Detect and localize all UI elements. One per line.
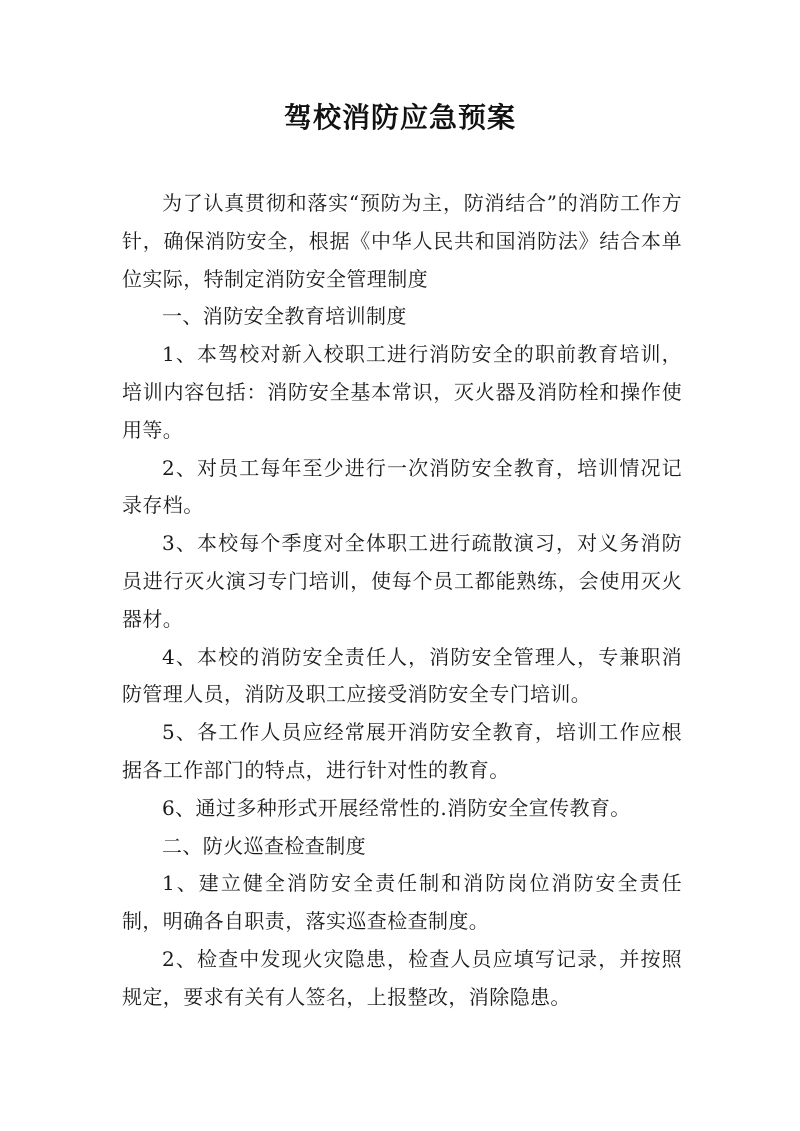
inspection-item-2: 2、检查中发现火灾隐患，检查人员应填写记录，并按照规定，要求有关有人签名，上报整改，消除隐患。 (122, 946, 682, 1009)
training-item-4: 4、本校的消防安全责任人，消防安全管理人，专兼职消防管理人员，消防及职工应接受消防安全专门培训。 (122, 644, 682, 707)
training-item-5: 5、各工作人员应经常展开消防安全教育，培训工作应根据各工作部门的特点，进行针对性的教育。 (122, 720, 682, 782)
training-item-3: 3、本校每个季度对全体职工进行疏散演习，对义务消防员进行灭火演习专门培训，使每个员工都能熟练，会使用灭火器材。 (122, 531, 682, 631)
intro-paragraph: 为了认真贯彻和落实“预防为主，防消结合”的消防工作方针，确保消防安全，根据《中华人民共和国消防法》结合本单位实际，特制定消防安全管理制度 (122, 191, 682, 291)
inspection-item-1: 1、建立健全消防安全责任制和消防岗位消防安全责任制，明确各自职责，落实巡查检查制度。 (122, 871, 682, 934)
document-body (122, 185, 682, 1017)
training-item-6: 6、通过多种形式开展经常性的.消防安全宣传教育。 (162, 795, 631, 820)
training-item-2: 2、对员工每年至少进行一次消防安全教育，培训情况记录存档。 (122, 455, 682, 518)
section-heading-inspection: 二、防火巡查检查制度 (162, 833, 366, 858)
document-title: 驾校消防应急预案 (283, 101, 516, 134)
section-heading-training: 一、消防安全教育培训制度 (162, 304, 407, 329)
training-item-1: 1、本驾校对新入校职工进行消防安全的职前教育培训，培训内容包括：消防安全基本常识，灭火器及消防栓和操作使用等。 (122, 342, 682, 442)
